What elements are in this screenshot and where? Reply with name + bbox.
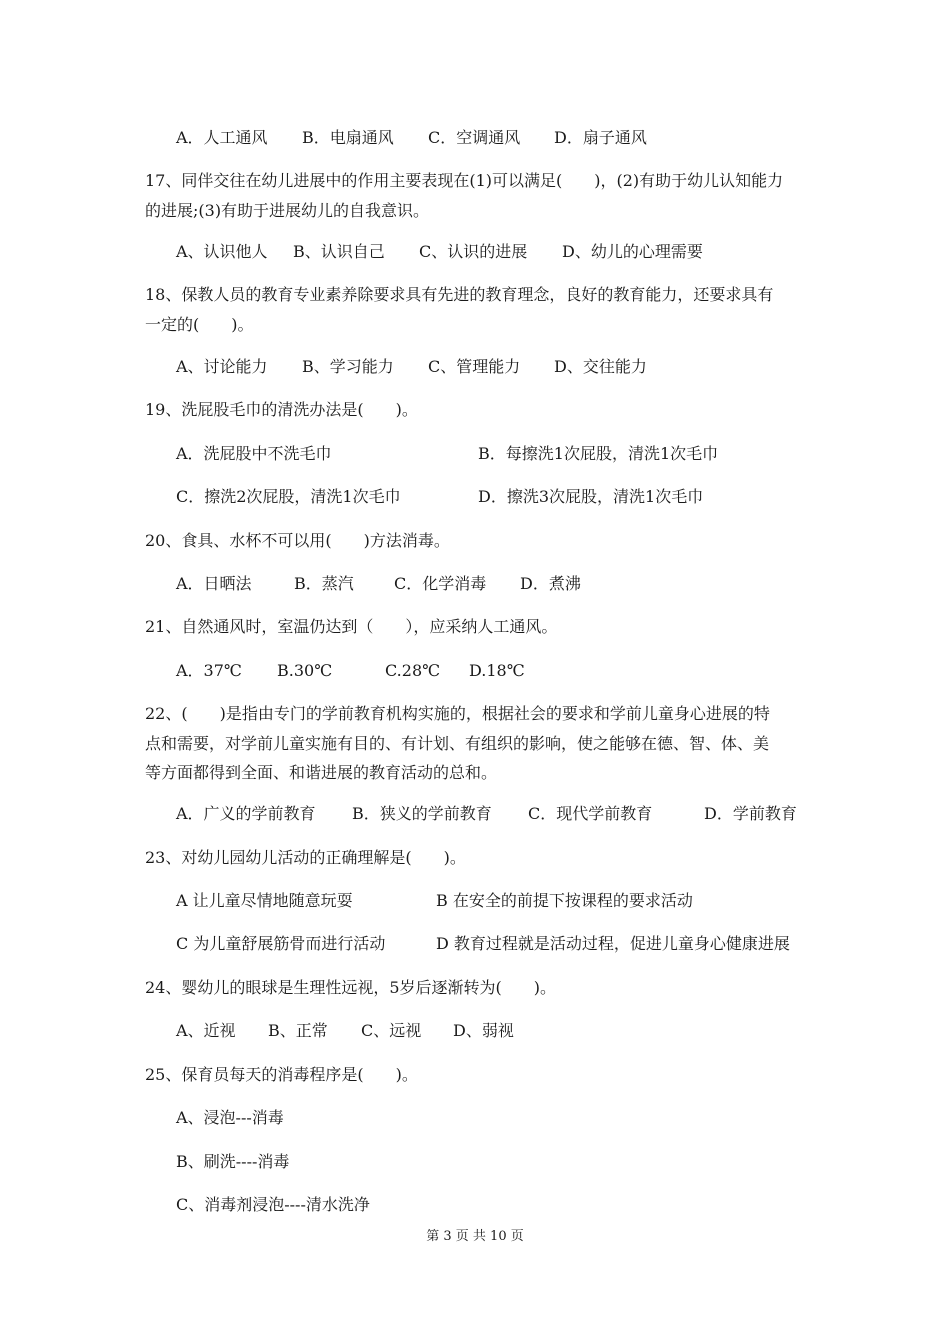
q20-option-d: D．煮沸 xyxy=(520,574,581,593)
q19-option-c: C．擦洗2次屁股，清洗1次毛巾 xyxy=(176,487,401,506)
q22-option-d: D．学前教育 xyxy=(704,804,797,823)
q23-option-b: B 在安全的前提下按课程的要求活动 xyxy=(436,891,693,910)
q19-option-b: B．每擦洗1次屁股，清洗1次毛巾 xyxy=(478,444,719,463)
q24-text: 24、婴幼儿的眼球是生理性远视，5岁后逐渐转为( )。 xyxy=(145,978,557,997)
q16-option-d: D．扇子通风 xyxy=(554,128,647,147)
q25-option-a: A、浸泡---消毒 xyxy=(176,1108,284,1127)
q17-text-line2: 的进展;(3)有助于进展幼儿的自我意识。 xyxy=(145,201,430,220)
q16-option-b: B．电扇通风 xyxy=(302,128,394,147)
q20-option-b: B．蒸汽 xyxy=(294,574,354,593)
q21-option-c: C.28℃ xyxy=(385,661,441,680)
q18-text-line1: 18、保教人员的教育专业素养除要求具有先进的教育理念，良好的教育能力，还要求具有 xyxy=(145,285,774,304)
q18-option-b: B、学习能力 xyxy=(302,357,394,376)
q19-text: 19、洗屁股毛巾的清洗办法是( )。 xyxy=(145,400,418,419)
q20-option-a: A．日晒法 xyxy=(176,574,252,593)
q18-option-a: A、讨论能力 xyxy=(176,357,268,376)
q23-option-a: A 让儿童尽情地随意玩耍 xyxy=(176,891,353,910)
q20-text: 20、食具、水杯不可以用( )方法消毒。 xyxy=(145,531,450,550)
q21-option-a: A．37℃ xyxy=(176,661,242,680)
q25-text: 25、保育员每天的消毒程序是( )。 xyxy=(145,1065,418,1084)
q21-option-b: B.30℃ xyxy=(277,661,333,680)
q20-option-c: C．化学消毒 xyxy=(394,574,487,593)
q17-option-a: A、认识他人 xyxy=(176,242,268,261)
q17-option-b: B、认识自己 xyxy=(293,242,385,261)
q21-option-d: D.18℃ xyxy=(469,661,525,680)
q24-option-c: C、远视 xyxy=(361,1021,422,1040)
q25-option-b: B、刷洗----消毒 xyxy=(176,1152,290,1171)
q24-option-d: D、弱视 xyxy=(453,1021,514,1040)
page-footer: 第 3 页 共 10 页 xyxy=(426,1229,524,1244)
q24-option-b: B、正常 xyxy=(268,1021,328,1040)
q22-text-line1: 22、( )是指由专门的学前教育机构实施的，根据社会的要求和学前儿童身心进展的特 xyxy=(145,704,770,723)
q17-option-c: C、认识的进展 xyxy=(419,242,528,261)
q18-option-c: C、管理能力 xyxy=(428,357,521,376)
q18-text-line2: 一定的( )。 xyxy=(145,315,254,334)
q23-option-c: C 为儿童舒展筋骨而进行活动 xyxy=(176,934,386,953)
q22-text-line3: 等方面都得到全面、和谐进展的教育活动的总和。 xyxy=(145,763,498,782)
q17-text-line1: 17、同伴交往在幼儿进展中的作用主要表现在(1)可以满足( )，(2)有助于幼儿认知能力 xyxy=(145,171,784,190)
q21-text: 21、自然通风时，室温仍达到（ ），应采纳人工通风。 xyxy=(145,617,558,636)
q18-option-d: D、交往能力 xyxy=(554,357,647,376)
q16-option-a: A．人工通风 xyxy=(176,128,268,147)
q17-option-d: D、幼儿的心理需要 xyxy=(562,242,703,261)
q23-option-d: D 教育过程就是活动过程，促进儿童身心健康进展 xyxy=(436,934,790,953)
q19-option-a: A．洗屁股中不洗毛巾 xyxy=(176,444,332,463)
q22-text-line2: 点和需要，对学前儿童实施有目的、有计划、有组织的影响，使之能够在德、智、体、美 xyxy=(145,734,770,753)
q24-option-a: A、近视 xyxy=(176,1021,236,1040)
q23-text: 23、对幼儿园幼儿活动的正确理解是( )。 xyxy=(145,848,466,867)
q22-option-b: B．狭义的学前教育 xyxy=(352,804,492,823)
q19-option-d: D．擦洗3次屁股，清洗1次毛巾 xyxy=(478,487,704,506)
q25-option-c: C、消毒剂浸泡----清水洗净 xyxy=(176,1195,370,1214)
q22-option-a: A．广义的学前教育 xyxy=(176,804,316,823)
q22-option-c: C．现代学前教育 xyxy=(528,804,653,823)
q16-option-c: C．空调通风 xyxy=(428,128,521,147)
